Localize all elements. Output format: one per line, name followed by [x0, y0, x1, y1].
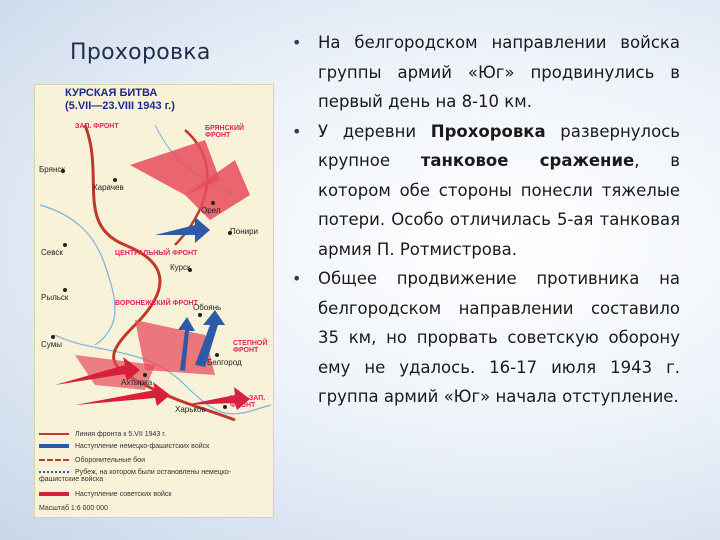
city-label: Карачев [93, 183, 124, 192]
front-label: СТЕПНОЙ ФРОНТ [233, 340, 268, 354]
legend-item: Рубеж, на котором были остановлены немецко-фашистские войска [39, 469, 232, 483]
bullet-item: • У деревни Прохоровка развернулось крупное танковое сражение, в котором обе стороны понесли тяжелые потери. Особо отличилась 5-ая танковая армия П. Ротмистрова. [290, 117, 680, 265]
legend-item: Оборонительные бои [39, 457, 145, 464]
bullet-text: Общее продвижение противника на белгородском направлении составило 35 км, но прорвать советскую оборону ему не удалось. 16-17 июля 1943 г. группа армий «Юг» начала отступление. [318, 269, 680, 406]
legend-item: Масштаб 1:6 000 000 [39, 505, 108, 512]
bullet-item [290, 28, 680, 117]
legend-item: Наступление советских войск [39, 491, 171, 498]
map-title: КУРСКАЯ БИТВА [65, 87, 158, 99]
city-label: Брянск [39, 165, 65, 174]
front-label: ЮГО-ЗАП. ФРОНТ [230, 395, 266, 409]
city-label: Понири [230, 227, 259, 236]
city-label: Сумы [41, 340, 62, 349]
city-label: Харьков [175, 405, 206, 414]
bold-term: Прохоровка [430, 121, 546, 141]
legend-item: Линия фронта к 5.VII 1943 г. [39, 431, 166, 438]
bullet-list [290, 28, 680, 412]
bullet-dot: • [292, 33, 302, 52]
front-label: ЦЕНТРАЛЬНЫЙ ФРОНТ [115, 250, 198, 257]
front-label: ВОРОНЕЖСКИЙ ФРОНТ [115, 300, 198, 307]
city-label: Белгород [207, 358, 242, 367]
front-label: БРЯНСКИЙ ФРОНТ [205, 125, 245, 139]
city-label: Курск [170, 263, 191, 272]
city-label: Ахтырка [121, 378, 153, 387]
front-label: ЗАП. ФРОНТ [75, 123, 119, 130]
city-label: Обоянь [193, 303, 222, 312]
bullet-dot: • [292, 121, 302, 141]
legend-item: Наступление немецко-фашистских войск [39, 443, 209, 450]
city-label: Рыльск [41, 293, 69, 302]
city-label: Севск [41, 248, 63, 257]
kursk-battle-map [34, 84, 274, 518]
map-subtitle: (5.VII—23.VIII 1943 г.) [65, 100, 175, 112]
bullet-dot: • [292, 269, 302, 288]
slide-title: Прохоровка [70, 40, 211, 65]
city-label: Орел [201, 206, 221, 215]
bullet-item [290, 264, 680, 412]
bullet-text: На белгородском направлении войска группы армий «Юг» продвинулись в первый день на 8-10 км. [318, 33, 680, 111]
map-legend [35, 425, 273, 517]
bold-term: танковое сражение [420, 151, 635, 170]
